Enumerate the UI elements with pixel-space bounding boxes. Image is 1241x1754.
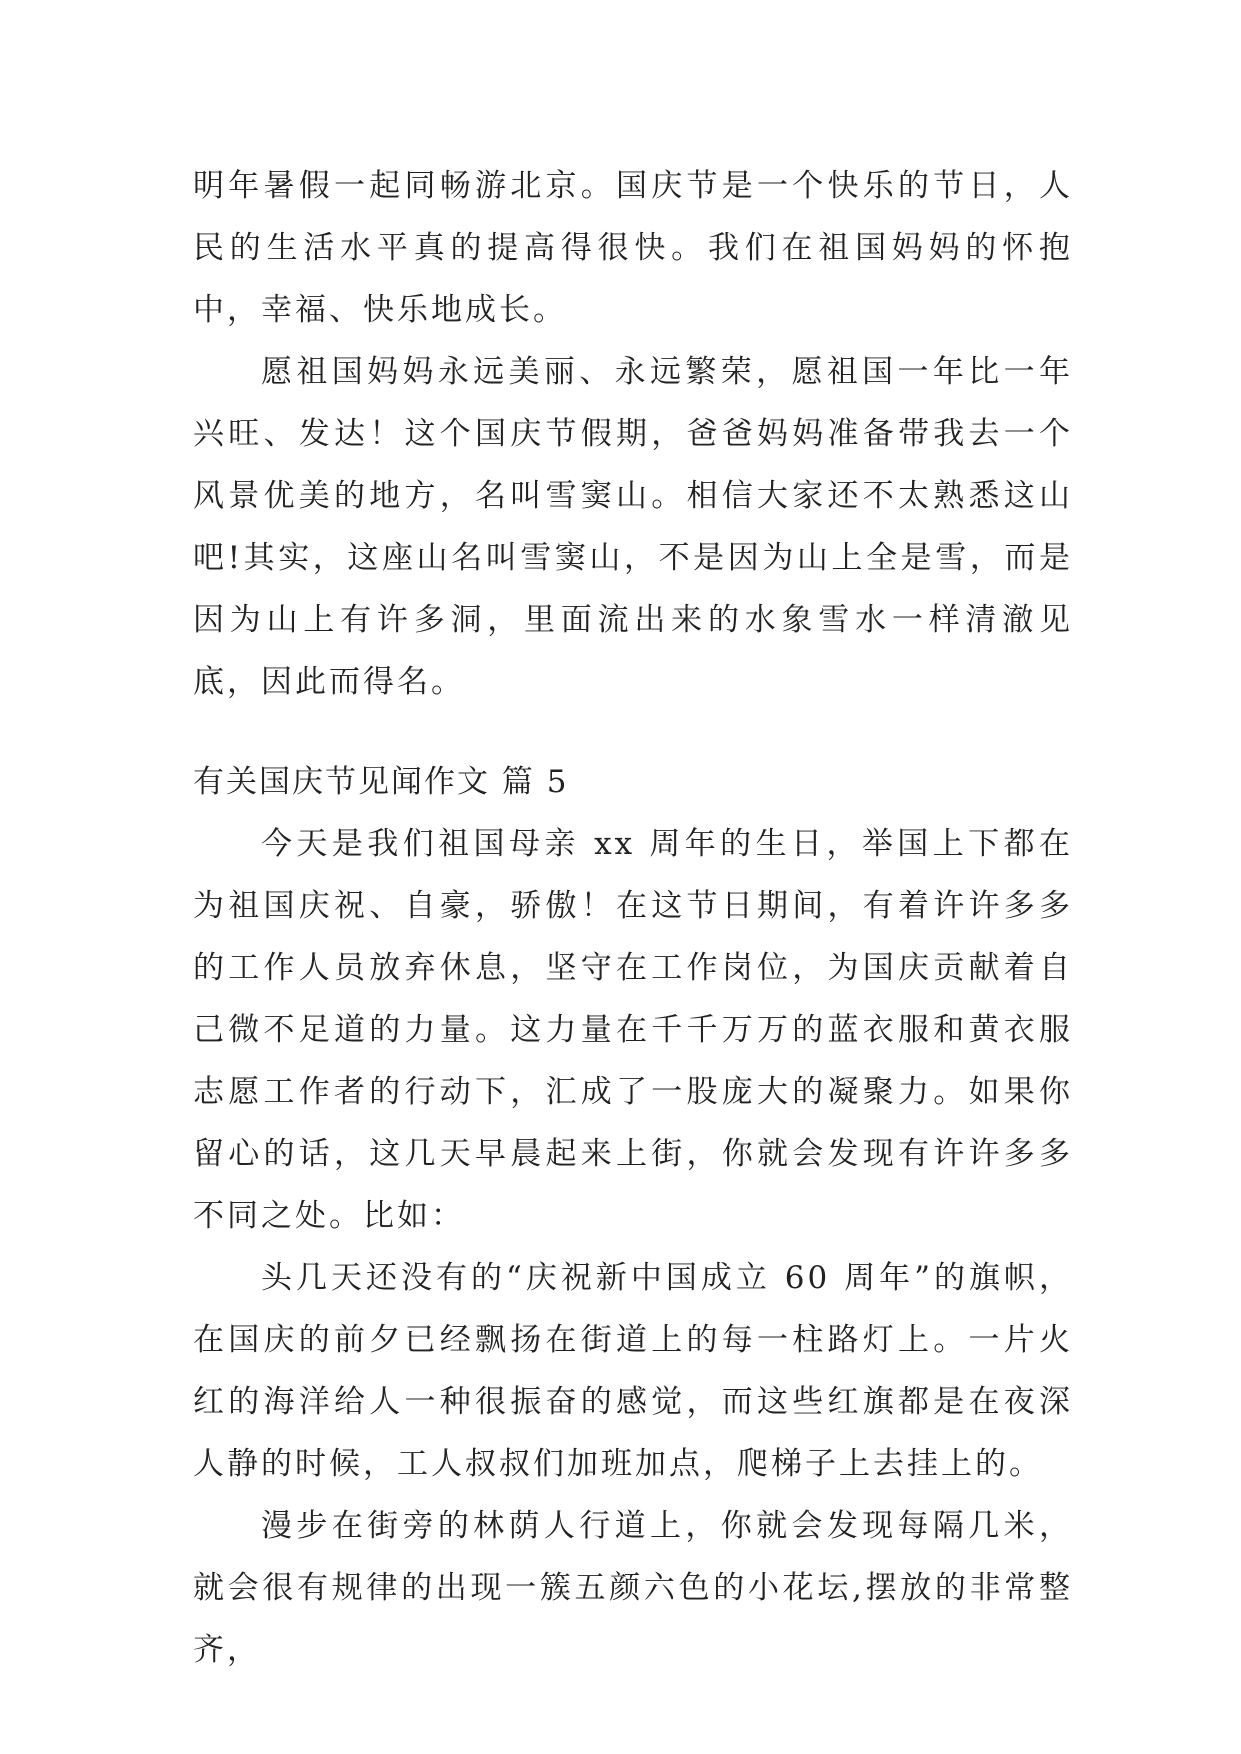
paragraph-1: 明年暑假一起同畅游北京。国庆节是一个快乐的节日，人民的生活水平真的提高得很快。我们在祖国妈妈的怀抱中，幸福、快乐地成长。 — [193, 168, 1073, 328]
paragraph-3: 今天是我们祖国母亲 xx 周年的生日，举国上下都在为祖国庆祝、自豪，骄傲！在这节日期间，有着许许多多的工作人员放弃休息，坚守在工作岗位，为国庆贡献着自己微不足道的力量。这力量在千千万万的蓝衣服和黄衣服志愿工作者的行动下，汇成了一股庞大的凝聚力。如果你留心的话，这几天早晨起来上街，你就会发现有许许多多不同之处。比如： — [193, 826, 1073, 1234]
document-page — [193, 155, 1073, 1681]
paragraph-4: 头几天还没有的“庆祝新中国成立 60 周年”的旗帜，在国庆的前夕已经飘扬在街道上的每一柱路灯上。一片火红的海洋给人一种很振奋的感觉，而这些红旗都是在夜深人静的时候，工人叔叔们加班加点，爬梯子上去挂上的。 — [193, 1260, 1073, 1482]
section-title: 有关国庆节见闻作文 篇 5 — [193, 764, 569, 800]
paragraph-2: 愿祖国妈妈永远美丽、永远繁荣，愿祖国一年比一年兴旺、发达！这个国庆节假期，爸爸妈妈准备带我去一个风景优美的地方，名叫雪窦山。相信大家还不太熟悉这山吧!其实，这座山名叫雪窦山，不是因为山上全是雪，而是因为山上有许多洞，里面流出来的水象雪水一样清澈见底，因此而得名。 — [193, 354, 1073, 700]
paragraph-5: 漫步在街旁的林荫人行道上，你就会发现每隔几米，就会很有规律的出现一簇五颜六色的小花坛,摆放的非常整齐， — [193, 1508, 1073, 1668]
